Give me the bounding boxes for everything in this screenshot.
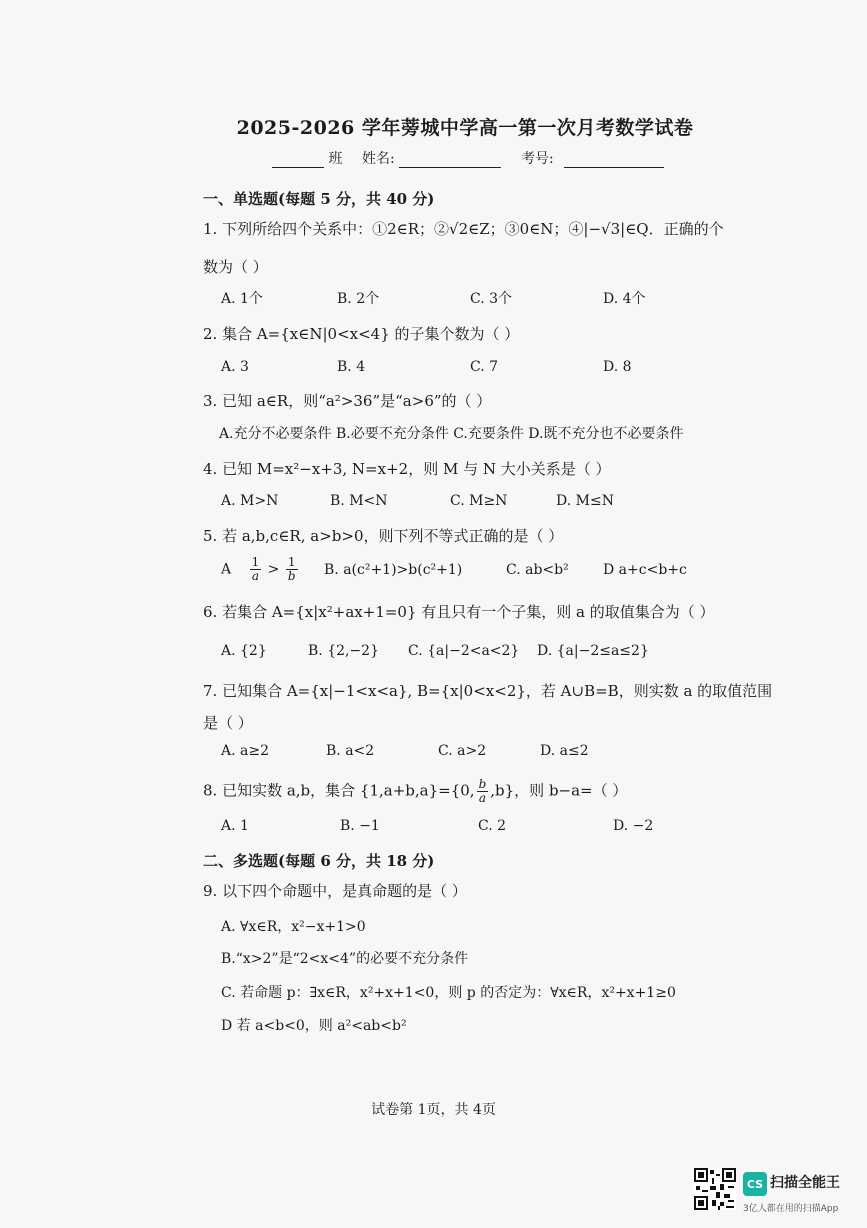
q5-option-a: A $\frac{1}{a}$ > $\frac{1}{b}$ (221, 555, 296, 583)
name-label: 姓名: (362, 151, 395, 167)
question-8 (203, 778, 627, 805)
q9-option-b: B.“x>2”是“2<x<4”的必要不充分条件 (221, 951, 469, 967)
q4-option-b: B. M<N (330, 493, 388, 509)
q4-option-a: A. M>N (221, 493, 279, 509)
section-single-choice: 一、单选题(每题 5 分，共 40 分) (203, 190, 435, 208)
q2-option-a: A. 3 (221, 359, 249, 375)
q8-option-b: B. −1 (340, 818, 380, 834)
fraction-b-over-a: $\frac{b}{a}$ (478, 777, 487, 805)
question-3: 3. 已知 a∈R，则“a²>36”是“a>6”的（ ） (203, 392, 492, 410)
q8-option-c: C. 2 (478, 818, 507, 834)
scanner-app-name: 扫描全能王 (770, 1175, 840, 1191)
class-label: 班 (328, 151, 343, 167)
q6-option-d: D. {a|−2≤a≤2} (537, 643, 649, 659)
q9-option-d: D 若 a<b<0，则 a²<ab<b² (221, 1018, 407, 1034)
q6-option-a: A. {2} (221, 643, 267, 659)
q3-options: A.充分不必要条件 B.必要不充分条件 C.充要条件 D.既不充分也不必要条件 (219, 426, 684, 442)
q2-option-c: C. 7 (470, 359, 499, 375)
q6-option-c: C. {a|−2<a<2} (408, 643, 520, 659)
q5-option-a-label: A (221, 561, 232, 578)
q1-option-b: B. 2个 (337, 291, 380, 307)
name-blank (399, 153, 501, 168)
q9-option-a: A. ∀x∈R，x²−x+1>0 (221, 919, 366, 935)
qr-code-icon (694, 1168, 736, 1210)
fraction-1-over-a: $\frac{1}{a}$ (251, 555, 260, 583)
q4-option-d: D. M≤N (556, 493, 614, 509)
q8-option-d: D. −2 (613, 818, 654, 834)
q4-option-c: C. M≥N (450, 493, 508, 509)
question-9: 9. 以下四个命题中，是真命题的是（ ） (203, 882, 467, 900)
scanner-logo-icon: CS (743, 1172, 767, 1196)
q8-text-post: ,b}，则 b−a=（ ） (490, 781, 628, 800)
question-7: 7. 已知集合 A={x|−1<x<a}, B={x|0<x<2}，若 A∪B=B，则实数 a 的取值范围 (203, 682, 773, 700)
q1-option-c: C. 3个 (470, 291, 513, 307)
q5-option-d: D a+c<b+c (603, 562, 687, 578)
class-blank (272, 153, 324, 168)
question-5: 5. 若 a,b,c∈R, a>b>0，则下列不等式正确的是（ ） (203, 527, 564, 545)
q5-option-b: B. a(c²+1)>b(c²+1) (324, 562, 463, 578)
q8-option-a: A. 1 (221, 818, 249, 834)
q2-option-b: B. 4 (337, 359, 366, 375)
q5-option-c: C. ab<b² (506, 562, 569, 578)
question-1: 1. 下列所给四个关系中：①2∈R；②√2∈Z；③0∈N；④|−√3|∈Q．正确的个 (203, 220, 724, 238)
q1-option-a: A. 1个 (221, 291, 263, 307)
q7-option-c: C. a>2 (438, 743, 487, 759)
question-4: 4. 已知 M=x²−x+3, N=x+2，则 M 与 N 大小关系是（ ） (203, 460, 611, 478)
q9-option-c: C. 若命题 p：∃x∈R，x²+x+1<0，则 p 的否定为：∀x∈R，x²+x+1≥0 (221, 985, 676, 1001)
section-multiple-choice: 二、多选题(每题 6 分，共 18 分) (203, 852, 435, 870)
exam-no-label: 考号: (521, 151, 554, 167)
name-field (362, 148, 501, 168)
question-2: 2. 集合 A={x∈N|0<x<4} 的子集个数为（ ） (203, 325, 520, 343)
q6-option-b: B. {2,−2} (308, 643, 379, 659)
page-footer: 试卷第 1页，共 4页 (371, 1102, 496, 1118)
q1-option-d: D. 4个 (603, 291, 646, 307)
scanner-tagline: 3亿人都在用的扫描App (743, 1204, 839, 1214)
page-title: 2025-2026 学年蒡城中学高一第一次月考数学试卷 (236, 117, 694, 139)
question-7-cont: 是（ ） (203, 714, 253, 732)
question-1-cont: 数为（ ） (203, 258, 268, 276)
exam-no-blank (564, 153, 664, 168)
q8-text-pre: 8. 已知实数 a,b，集合 {1,a+b,a}={0, (203, 781, 475, 800)
q2-option-d: D. 8 (603, 359, 632, 375)
exam-no-field (521, 148, 664, 168)
q7-option-b: B. a<2 (326, 743, 375, 759)
q7-option-a: A. a≥2 (221, 743, 269, 759)
q7-option-d: D. a≤2 (540, 743, 589, 759)
fraction-1-over-b: $\frac{1}{b}$ (287, 555, 296, 583)
class-field (272, 148, 342, 168)
question-6: 6. 若集合 A={x|x²+ax+1=0} 有且只有一个子集，则 a 的取值集合为（ ） (203, 603, 715, 621)
